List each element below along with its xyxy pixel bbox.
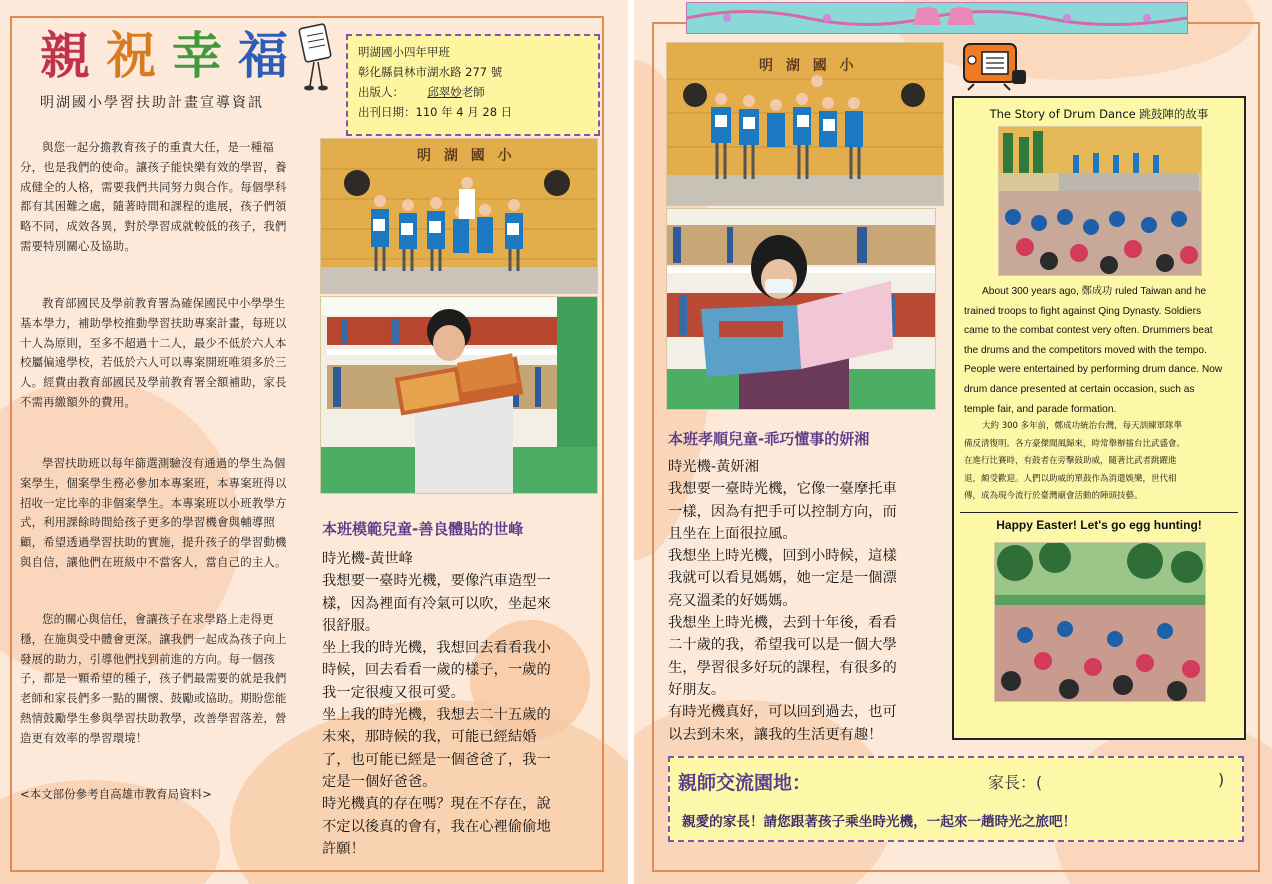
title-char-4: 福 xyxy=(238,27,288,85)
computer-clipart-icon xyxy=(960,40,1028,92)
document-clipart-icon xyxy=(296,22,334,92)
student2-line: 生，學習很多好玩的課程，有很多的 xyxy=(668,659,897,676)
title-char-1: 親 xyxy=(40,27,90,85)
publisher-name: 邱翠妙 xyxy=(427,85,462,99)
paragraph-4: 您的關心與信任，會讓孩子在求學路上走得更穩，在施與受中體會更深。讓我們一起成為孩子向上發展的助力，引導他們找到前進的方向。每一個孩子，都是一顆希望的種子，孩子們最需要的就是我們老師和家長們多一點的關懷、鼓勵或協助。期盼您能熱情鼓勵學生參與學習扶助教學，改善學習落差，營造更有效率的學習環境！ xyxy=(20,612,287,745)
student1-line: 未來，那時候的我，可能已經結婚 xyxy=(322,729,537,746)
left-page xyxy=(0,0,628,884)
publisher-suffix: 老師 xyxy=(461,85,485,99)
student1-line: 我想要一臺時光機，要像汽車造型一 xyxy=(322,573,551,590)
student2-line: 好朋友。 xyxy=(668,681,726,698)
chinese-line: 退，頗受歡迎。人們以助威的單鼓作為消遣娛樂，世代相 xyxy=(964,473,1177,484)
english-line: trained troops to fight against Qing Dynasty. Soldiers xyxy=(964,305,1202,317)
student1-line: 樣，因為裡面有冷氣可以吹，坐起來 xyxy=(322,595,551,612)
student1-essay xyxy=(322,548,602,860)
parent-message: 親愛的家長！請您跟著孩子乘坐時光機，一起來一趟時光之旅吧！ xyxy=(682,814,1077,830)
bell-banner-icon xyxy=(686,2,1188,34)
school-sign-left: 明 湖 國 小 xyxy=(417,148,516,164)
drum-dance-photo xyxy=(998,126,1202,276)
student1-line: 坐上我的時光機，我想回去看看我小 xyxy=(322,640,551,657)
student1-heading: 本班模範兒童-善良體貼的世峰 xyxy=(322,520,524,538)
student2-line: 我想坐上時光機，回到小時候，這樣 xyxy=(668,548,897,565)
drum-dance-story-box xyxy=(952,96,1246,740)
parent-teacher-box xyxy=(668,756,1244,842)
story-title: The Story of Drum Dance 跳鼓陣的故事 xyxy=(989,107,1209,121)
student2-line: 一樣，因為有把手可以控制方向，而 xyxy=(668,503,897,520)
publisher-line xyxy=(358,82,485,102)
right-page xyxy=(634,0,1272,884)
publisher-label: 出版人： xyxy=(358,85,404,99)
chinese-line: 大約 300 多年前，鄭成功統治台灣，每天訓練軍隊準 xyxy=(982,421,1183,431)
chinese-line: 在進行比賽時，有鼓者在旁擊鼓助威，隨著比武者跳躍進 xyxy=(964,456,1177,467)
english-line: came to the combat contest very often. Drummers beat xyxy=(964,325,1213,337)
student2-heading: 本班孝順兒童-乖巧懂事的妍湘 xyxy=(668,430,870,448)
student1-line: 時光機-黃世峰 xyxy=(322,551,413,567)
student1-line: 很舒服。 xyxy=(322,617,380,634)
student2-line: 時光機-黃妍湘 xyxy=(668,459,759,475)
egg-hunt-photo xyxy=(994,542,1206,702)
student1-line: 不定以後真的會有，我在心裡偷偷地 xyxy=(322,818,551,835)
girl-reading-photo xyxy=(666,208,936,410)
student2-line: 我想要一臺時光機，它像一臺摩托車 xyxy=(668,481,897,498)
student1-line: 坐上我的時光機，我想去二十五歲的 xyxy=(322,707,551,724)
publication-info-box xyxy=(346,34,600,136)
chinese-line: 傳，成為現今流行於臺灣廟會活動的陣頭技藝。 xyxy=(964,491,1143,502)
easter-caption: Happy Easter! Let's go egg hunting! xyxy=(996,518,1202,532)
parent-name-label: 家長：( xyxy=(988,773,1043,792)
newsletter-title xyxy=(40,16,310,84)
student2-line: 亮又溫柔的好媽媽。 xyxy=(668,592,797,609)
class-photo-right xyxy=(666,42,944,206)
title-char-3: 幸 xyxy=(172,27,222,85)
school-address: 彰化縣員林市湖水路 277 號 xyxy=(358,65,503,79)
student1-line: 許願！ xyxy=(322,840,365,857)
student2-line: 二十歲的我，希望我可以是一個大學 xyxy=(668,637,897,654)
school-sign-right: 明 湖 國 小 xyxy=(759,58,858,74)
student1-line: 我一定很瘦又很可愛。 xyxy=(322,684,465,701)
student1-line: 時光機真的存在嗎？現在不存在，說 xyxy=(322,796,551,813)
student1-line: 定是一個好爸爸。 xyxy=(322,773,437,790)
chinese-line: 備反清復明。各方豪傑聞風歸來，時常舉辦擂台比武盛會。 xyxy=(964,438,1186,449)
student2-line: 且坐在上面很拉風。 xyxy=(668,525,797,542)
student2-line: 以去到未來，讓我的生活更有趣！ xyxy=(668,726,883,743)
paragraph-1: 與您一起分擔教育孩子的重責大任，是一種福分，也是我們的使命。讓孩子能快樂有效的學習，養成健全的人格，需要我們共同努力與合作。每個學科都有其困難之處，隨著時間和課程的進展，孩子們領略不同，成效各異，對於學習成就較低的孩子，我們需要特別關心及協助。 xyxy=(20,140,287,253)
english-line: the drums and the competitors moved with the tempo. xyxy=(964,344,1207,356)
student1-line: 時候，回去看看一歲的樣子，一歲的 xyxy=(322,662,551,679)
student2-line: 有時光機真好，可以回到過去，也可 xyxy=(668,704,897,721)
english-story-text xyxy=(964,282,1240,419)
student1-line: 了，也可能已經是一個爸爸了，我一 xyxy=(322,751,551,768)
story-divider xyxy=(960,512,1238,513)
paragraph-2: 教育部國民及學前教育署為確保國民中小學學生基本學力，補助學校推動學習扶助專案計畫，每班以十人為原則，至多不超過十二人，最少不低於六人本校屬偏遠學校，若低於六人可以專案開班唯須多於三人。經費由教育部國民及學前教育署全額補助，家長不需再繳額外的費用。 xyxy=(20,296,287,409)
title-char-2: 祝 xyxy=(106,27,156,85)
class-name: 明湖國小四年甲班 xyxy=(358,45,450,59)
source-note: <本文部份參考自高雄市教育局資料> xyxy=(20,787,212,801)
student2-essay xyxy=(668,456,948,746)
english-line: People were entertained by performing drum dance. Now xyxy=(964,364,1223,376)
student2-line: 我就可以看見媽媽，她一定是一個漂 xyxy=(668,570,897,587)
paragraph-3: 學習扶助班以每年篩選測驗沒有通過的學生為個案學生，個案學生務必參加本專案班，本專案班得以招收一定比率的非個案學生。本專案班以小班教學方式，利用課餘時間給孩子更多的學習機會與輔導照顧，希望透過學習扶助的實施，提升孩子的學習動機與自信，讓他們在班級中不當客人，當自己的主人。 xyxy=(20,456,287,569)
class-photo xyxy=(320,138,598,294)
boy-reading-photo xyxy=(320,296,598,494)
english-line: temple fair, and parade formation. xyxy=(964,403,1117,415)
parent-box-heading: 親師交流園地： xyxy=(678,772,812,794)
newsletter-subtitle: 明湖國小學習扶助計畫宣導資訊 xyxy=(40,95,264,111)
publish-date: 出刊日期：110 年 4 月 28 日 xyxy=(358,105,513,119)
chinese-story-text xyxy=(964,418,1240,506)
english-line: drum dance presented at certain occasion, such as xyxy=(964,383,1195,395)
student2-line: 我想坐上時光機，去到十年後，看看 xyxy=(668,615,897,632)
parent-name-close: ) xyxy=(1218,770,1225,789)
english-line: About 300 years ago, 鄭成功 ruled Taiwan and he xyxy=(982,286,1207,297)
